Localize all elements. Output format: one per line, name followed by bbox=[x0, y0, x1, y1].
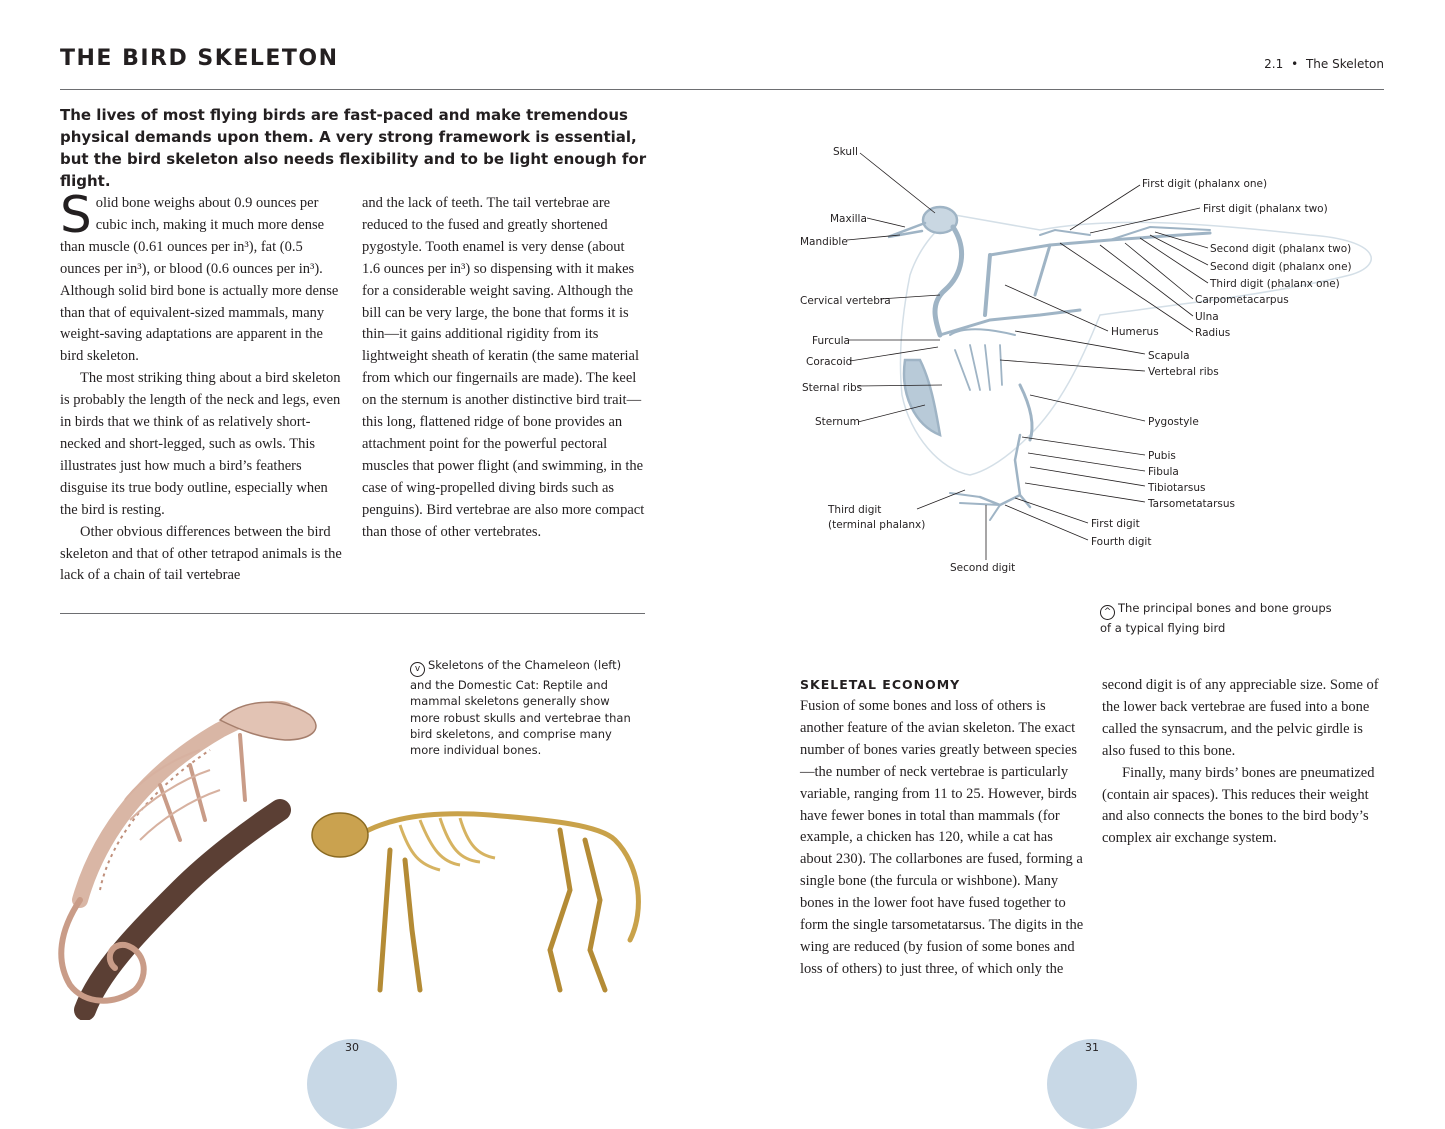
label-second-digit-phalanx-two: Second digit (phalanx two) bbox=[1210, 243, 1352, 255]
label-vertebral-ribs: Vertebral ribs bbox=[1148, 366, 1219, 378]
body-paragraph-4: and the lack of teeth. The tail vertebrae are reduced to the fused and greatly shortened pygostyle. Tooth enamel is very dense (about 1.6 ounces per in³) so dispensing with it makes for a considerable weight saving. Although the bill can be very large, the bone that forms it is thin—it gains additional rigidity from its lightweight sheath of keratin (the same material from which our fingernails are made). The keel on the sternum is another distinctive bird trait—this long, flattened ridge of bone provides an attachment point for the powerful pectoral muscles that power flight (and swimming, in the case of wing-propelled diving birds such as penguins). Bird vertebrae are also more compact than those of other vertebrates. bbox=[362, 195, 645, 540]
bird-caption-text: The principal bones and bone groups of a typical flying bird bbox=[1100, 601, 1332, 635]
animals-caption-text: Skeletons of the Chameleon (left) and the Domestic Cat: Reptile and mammal skeletons generally show more robust skulls and vertebrae than bird skeletons, and comprise many more individual bones. bbox=[410, 658, 631, 758]
chameleon-cat-skeletons-image bbox=[40, 690, 670, 1020]
label-cervical-vertebra: Cervical vertebra bbox=[800, 295, 891, 307]
caret-down-icon: v bbox=[410, 662, 425, 677]
chameleon-skeleton bbox=[61, 702, 316, 1010]
label-first-digit-phalanx-two: First digit (phalanx two) bbox=[1203, 203, 1328, 215]
caret-up-icon: ^ bbox=[1100, 605, 1115, 620]
cat-skeleton bbox=[312, 813, 638, 990]
body-paragraph-1-text: olid bone weighs about 0.9 ounces per cubic inch, making it much more dense than muscle (0.61 ounces per in³), fat (0.5 ounces per in³), or blood (0.6 ounces per in³). Although solid bird bone is actually more dense than that of equivalent-sized mammals, many weight-saving adaptations are apparent in the bird skeleton. bbox=[60, 195, 339, 365]
page-title: THE BIRD SKELETON bbox=[60, 46, 339, 71]
body-paragraph-1 bbox=[60, 186, 344, 368]
body-column-2 bbox=[362, 193, 646, 544]
skeletal-economy-paragraph-3: Finally, many birds’ bones are pneumatized (contain air spaces). This reduces their weight and also connects the bones to the bird body’s complex air exchange system. bbox=[1102, 764, 1375, 847]
label-second-digit: Second digit bbox=[950, 562, 1016, 574]
column-rule bbox=[60, 613, 645, 614]
section-number: 2.1 bbox=[1264, 57, 1284, 71]
label-third-digit-phalanx-one: Third digit (phalanx one) bbox=[1210, 278, 1340, 290]
drop-cap: S bbox=[60, 186, 92, 244]
label-maxilla: Maxilla bbox=[830, 213, 867, 225]
label-mandible: Mandible bbox=[800, 236, 848, 248]
label-pygostyle: Pygostyle bbox=[1148, 416, 1199, 428]
label-sternal-ribs: Sternal ribs bbox=[802, 382, 863, 394]
body-column-1 bbox=[60, 186, 344, 587]
label-second-digit-phalanx-one: Second digit (phalanx one) bbox=[1210, 261, 1352, 273]
label-humerus: Humerus bbox=[1111, 326, 1159, 338]
label-radius: Radius bbox=[1195, 327, 1231, 339]
section-name: The Skeleton bbox=[1305, 57, 1384, 71]
label-pubis: Pubis bbox=[1148, 450, 1176, 462]
bird-diagram-caption bbox=[1100, 600, 1340, 636]
label-third-digit-terminal: (terminal phalanx) bbox=[828, 519, 926, 531]
label-fibula: Fibula bbox=[1148, 466, 1179, 478]
skeletal-economy-column-2 bbox=[1102, 675, 1386, 850]
label-coracoid: Coracoid bbox=[806, 356, 853, 368]
page-number-right: 31 bbox=[1085, 1041, 1099, 1054]
skeletal-economy-paragraph-1: Fusion of some bones and loss of others is another feature of the avian skeleton. The exact number of bones varies greatly between species—the number of neck vertebrae is particularly variable, ranging from 11 to 25. However, birds have fewer bones in total than mammals (for example, a chicken has 120, while a cat has about 230). The collarbones are fused, forming a single bone (the furcula or wishbone). Many bones in the lower foot have fused together to form the single tarsometatarsus. The digits in the wing are reduced (by fusion of some bones and loss of others) to just three, of which only the bbox=[800, 698, 1084, 977]
skeletal-economy-column-1 bbox=[800, 696, 1084, 981]
header-rule bbox=[60, 89, 1384, 90]
label-tarsometatarsus: Tarsometatarsus bbox=[1148, 498, 1236, 510]
page-number-left: 30 bbox=[345, 1041, 359, 1054]
body-paragraph-2: The most striking thing about a bird skeleton is probably the length of the neck and legs, even in birds that we think of as relatively short-necked and short-legged, such as owls. This illustrates just how much a bird’s feathers disguise its true body outline, especially when the bird is resting. bbox=[60, 370, 341, 518]
section-separator: • bbox=[1291, 57, 1299, 71]
label-tibiotarsus: Tibiotarsus bbox=[1148, 482, 1206, 494]
label-first-digit: First digit bbox=[1091, 518, 1140, 530]
label-skull: Skull bbox=[833, 146, 858, 158]
label-furcula: Furcula bbox=[812, 335, 850, 347]
skeletal-economy-heading: SKELETAL ECONOMY bbox=[800, 677, 961, 692]
body-paragraph-3: Other obvious differences between the bird skeleton and that of other tetrapod animals is the lack of a chain of tail vertebrae bbox=[60, 523, 342, 584]
label-ulna: Ulna bbox=[1195, 311, 1219, 323]
running-header bbox=[1264, 57, 1384, 71]
bird-skeleton-diagram bbox=[790, 135, 1390, 585]
label-scapula: Scapula bbox=[1148, 350, 1190, 362]
label-sternum: Sternum bbox=[815, 416, 860, 428]
bird-labels bbox=[800, 146, 1352, 574]
lead-paragraph: The lives of most flying birds are fast-paced and make tremendous physical demands upon them. A very strong framework is essential, but the bird skeleton also needs flexibility and to be light enough for flight. bbox=[60, 106, 647, 190]
label-fourth-digit: Fourth digit bbox=[1091, 536, 1152, 548]
label-third-digit: Third digit bbox=[828, 504, 882, 516]
skeletal-economy-paragraph-2: second digit is of any appreciable size. Some of the lower back vertebrae are fused into a bone called the synsacrum, and the pelvic girdle is also fused to this bone. bbox=[1102, 677, 1379, 759]
label-first-digit-phalanx-one: First digit (phalanx one) bbox=[1142, 178, 1268, 190]
label-carpometacarpus: Carpometacarpus bbox=[1195, 294, 1289, 306]
